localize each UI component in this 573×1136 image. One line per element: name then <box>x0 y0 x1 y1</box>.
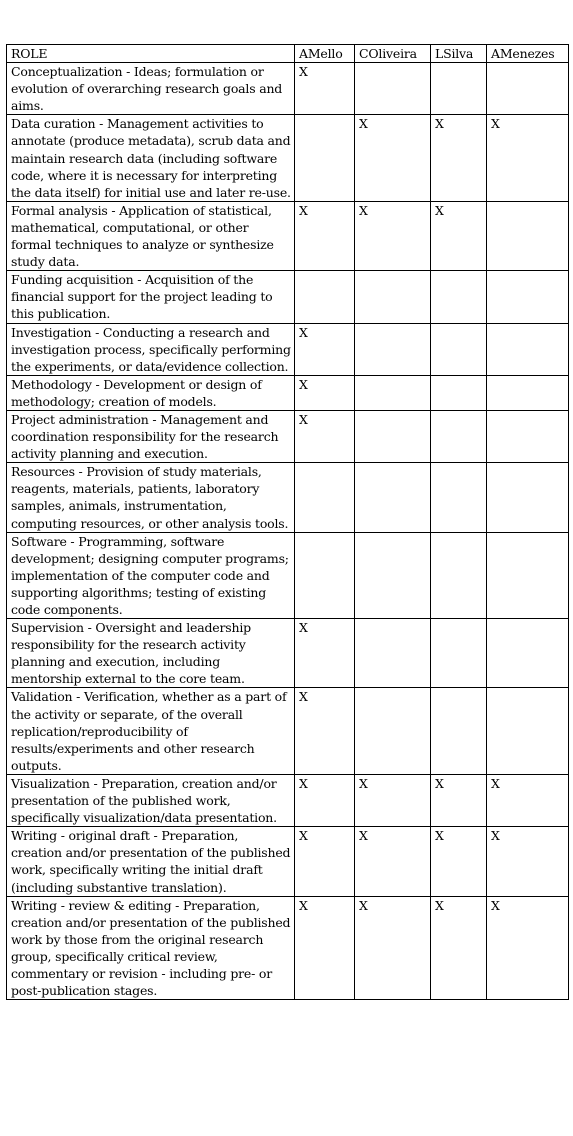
mark-cell: X <box>295 63 355 115</box>
table-row <box>7 271 569 323</box>
mark-cell: X <box>295 688 355 774</box>
mark-cell: X <box>355 115 431 201</box>
mark-cell: X <box>487 115 569 201</box>
mark-cell: X <box>431 201 487 270</box>
mark-cell <box>487 375 569 410</box>
mark-cell <box>355 410 431 462</box>
mark-cell <box>431 63 487 115</box>
mark-cell: X <box>355 827 431 896</box>
mark-cell: X <box>295 201 355 270</box>
role-cell: Visualization - Preparation, creation and/or presentation of the published work, specifically visualization/data presentation. <box>7 774 295 826</box>
credit-roles-table <box>6 44 569 1000</box>
table-row <box>7 115 569 201</box>
mark-cell <box>295 463 355 532</box>
mark-cell <box>431 375 487 410</box>
table-row <box>7 896 569 1000</box>
role-cell: Formal analysis - Application of statistical, mathematical, computational, or other formal techniques to analyze or synthesize study data. <box>7 201 295 270</box>
mark-cell: X <box>487 896 569 1000</box>
mark-cell <box>355 688 431 774</box>
mark-cell <box>431 463 487 532</box>
mark-cell <box>295 271 355 323</box>
mark-cell: X <box>431 115 487 201</box>
mark-cell <box>355 375 431 410</box>
header-author-coliveira: COliveira <box>355 45 431 63</box>
mark-cell: X <box>295 774 355 826</box>
mark-cell <box>487 201 569 270</box>
mark-cell <box>487 323 569 375</box>
mark-cell: X <box>431 774 487 826</box>
table-row <box>7 323 569 375</box>
mark-cell <box>431 410 487 462</box>
mark-cell <box>431 532 487 618</box>
table-row <box>7 532 569 618</box>
table-header-row <box>7 45 569 63</box>
mark-cell: X <box>295 410 355 462</box>
mark-cell <box>295 532 355 618</box>
role-cell: Data curation - Management activities to annotate (produce metadata), scrub data and maintain research data (including software code, where it is necessary for interpreting the data itself) for initial use and later re-use. <box>7 115 295 201</box>
table-row <box>7 619 569 688</box>
role-cell: Conceptualization - Ideas; formulation or evolution of overarching research goals and aims. <box>7 63 295 115</box>
role-cell: Software - Programming, software development; designing computer programs; implementation of the computer code and supporting algorithms; testing of existing code components. <box>7 532 295 618</box>
table-row <box>7 827 569 896</box>
mark-cell <box>355 532 431 618</box>
mark-cell: X <box>295 619 355 688</box>
role-cell: Methodology - Development or design of methodology; creation of models. <box>7 375 295 410</box>
mark-cell <box>295 115 355 201</box>
role-cell: Resources - Provision of study materials, reagents, materials, patients, laboratory samples, animals, instrumentation, computing resources, or other analysis tools. <box>7 463 295 532</box>
mark-cell <box>431 619 487 688</box>
mark-cell <box>431 271 487 323</box>
table-row <box>7 201 569 270</box>
mark-cell <box>487 619 569 688</box>
header-author-lsilva: LSilva <box>431 45 487 63</box>
header-role: ROLE <box>7 45 295 63</box>
mark-cell: X <box>487 827 569 896</box>
mark-cell: X <box>295 375 355 410</box>
table-row <box>7 463 569 532</box>
role-cell: Writing - review & editing - Preparation, creation and/or presentation of the published work by those from the original research group, specifically critical review, commentary or revision - including pre- or post-publication stages. <box>7 896 295 1000</box>
mark-cell: X <box>431 827 487 896</box>
role-cell: Project administration - Management and coordination responsibility for the research activity planning and execution. <box>7 410 295 462</box>
mark-cell <box>487 271 569 323</box>
mark-cell <box>355 463 431 532</box>
mark-cell <box>487 463 569 532</box>
mark-cell: X <box>487 774 569 826</box>
mark-cell: X <box>431 896 487 1000</box>
mark-cell <box>487 532 569 618</box>
table-row <box>7 688 569 774</box>
mark-cell <box>487 688 569 774</box>
mark-cell: X <box>295 896 355 1000</box>
header-author-amello: AMello <box>295 45 355 63</box>
table-row <box>7 375 569 410</box>
table-row <box>7 63 569 115</box>
mark-cell: X <box>295 323 355 375</box>
mark-cell <box>355 619 431 688</box>
mark-cell <box>431 688 487 774</box>
mark-cell <box>431 323 487 375</box>
mark-cell: X <box>355 201 431 270</box>
table-row <box>7 774 569 826</box>
mark-cell: X <box>295 827 355 896</box>
role-cell: Investigation - Conducting a research and investigation process, specifically performing the experiments, or data/evidence collection. <box>7 323 295 375</box>
mark-cell <box>355 323 431 375</box>
mark-cell <box>355 271 431 323</box>
mark-cell <box>487 63 569 115</box>
header-author-amenezes: AMenezes <box>487 45 569 63</box>
mark-cell: X <box>355 774 431 826</box>
role-cell: Validation - Verification, whether as a part of the activity or separate, of the overall replication/reproducibility of results/experiments and other research outputs. <box>7 688 295 774</box>
mark-cell <box>487 410 569 462</box>
mark-cell: X <box>355 896 431 1000</box>
role-cell: Supervision - Oversight and leadership responsibility for the research activity planning and execution, including mentorship external to the core team. <box>7 619 295 688</box>
mark-cell <box>355 63 431 115</box>
role-cell: Funding acquisition - Acquisition of the financial support for the project leading to this publication. <box>7 271 295 323</box>
role-cell: Writing - original draft - Preparation, creation and/or presentation of the published work, specifically writing the initial draft (including substantive translation). <box>7 827 295 896</box>
table-row <box>7 410 569 462</box>
